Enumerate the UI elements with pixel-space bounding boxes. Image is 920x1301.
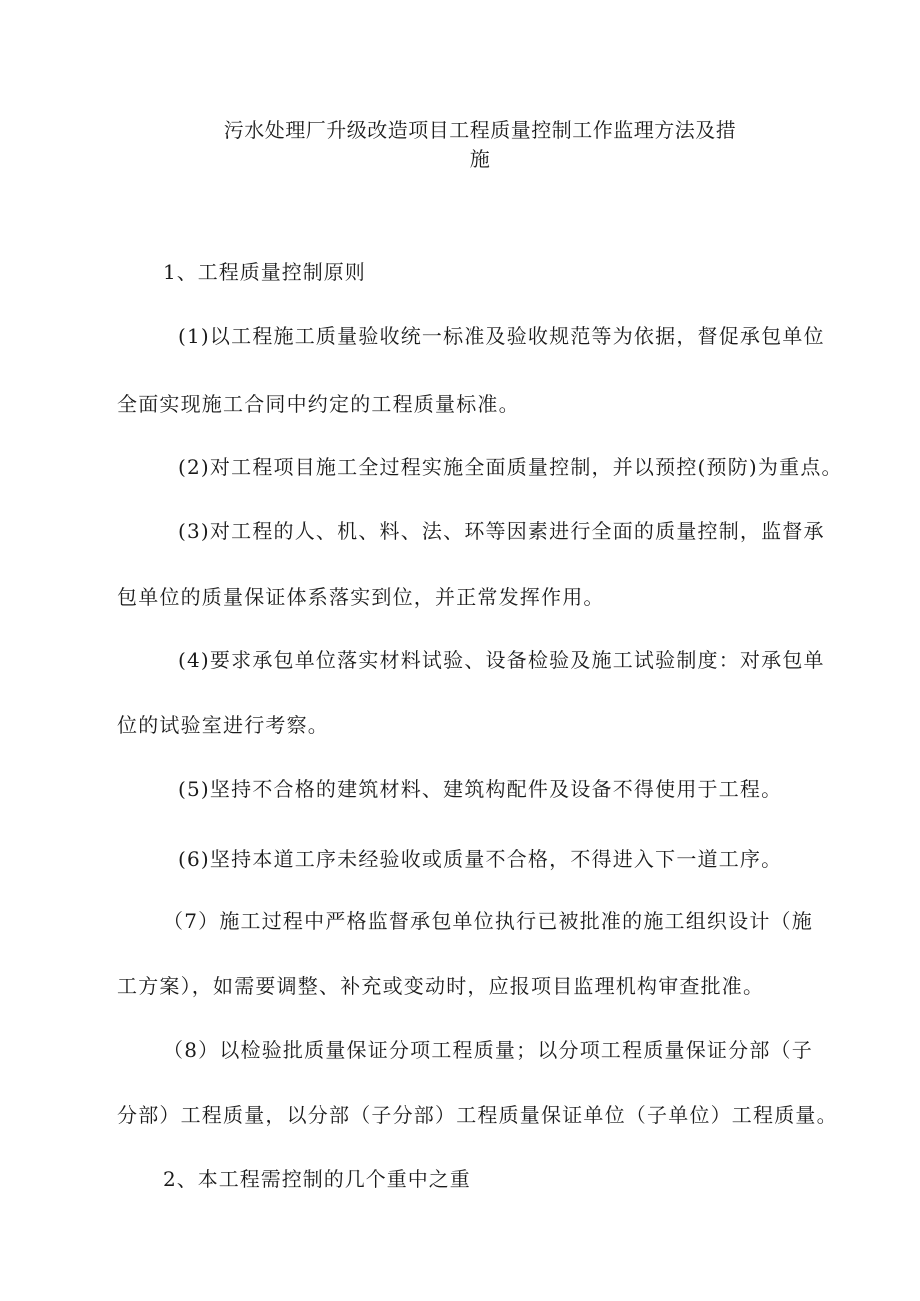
item-4-line-1: (4)要求承包单位落实材料试验、设备检验及施工试验制度：对承包单 — [178, 648, 825, 672]
document-title-line-2: 施 — [469, 147, 491, 171]
item-4-line-2: 位的试验室进行考察。 — [117, 713, 329, 737]
section-2-heading: 2、本工程需控制的几个重中之重 — [163, 1167, 471, 1191]
item-2-line-1: (2)对工程项目施工全过程实施全面质量控制，并以预控(预防)为重点。 — [178, 455, 843, 479]
item-1-line-2: 全面实现施工合同中约定的工程质量标准。 — [117, 392, 520, 416]
item-8-line-2: 分部）工程质量，以分部（子分部）工程质量保证单位（子单位）工程质量。 — [117, 1103, 838, 1127]
item-8-line-1: （8）以检验批质量保证分项工程质量；以分项工程质量保证分部（子 — [163, 1038, 813, 1062]
item-7-line-2: 工方案），如需要调整、补充或变动时，应报项目监理机构审查批准。 — [117, 974, 765, 998]
item-5-line-1: (5)坚持不合格的建筑材料、建筑构配件及设备不得使用于工程。 — [178, 777, 783, 801]
item-3-line-1: (3)对工程的人、机、料、法、环等因素进行全面的质量控制，监督承 — [178, 519, 825, 543]
item-1-line-1: (1)以工程施工质量验收统一标准及验收规范等为依据，督促承包单位 — [178, 324, 825, 348]
document-title-line-1: 污水处理厂升级改造项目工程质量控制工作监理方法及措 — [223, 118, 737, 142]
item-7-line-1: （7）施工过程中严格监督承包单位执行已被批准的施工组织设计（施 — [163, 909, 813, 933]
section-1-heading: 1、工程质量控制原则 — [163, 260, 366, 284]
item-6-line-1: (6)坚持本道工序未经验收或质量不合格，不得进入下一道工序。 — [178, 847, 783, 871]
item-3-line-2: 包单位的质量保证体系落实到位，并正常发挥作用。 — [117, 585, 605, 609]
